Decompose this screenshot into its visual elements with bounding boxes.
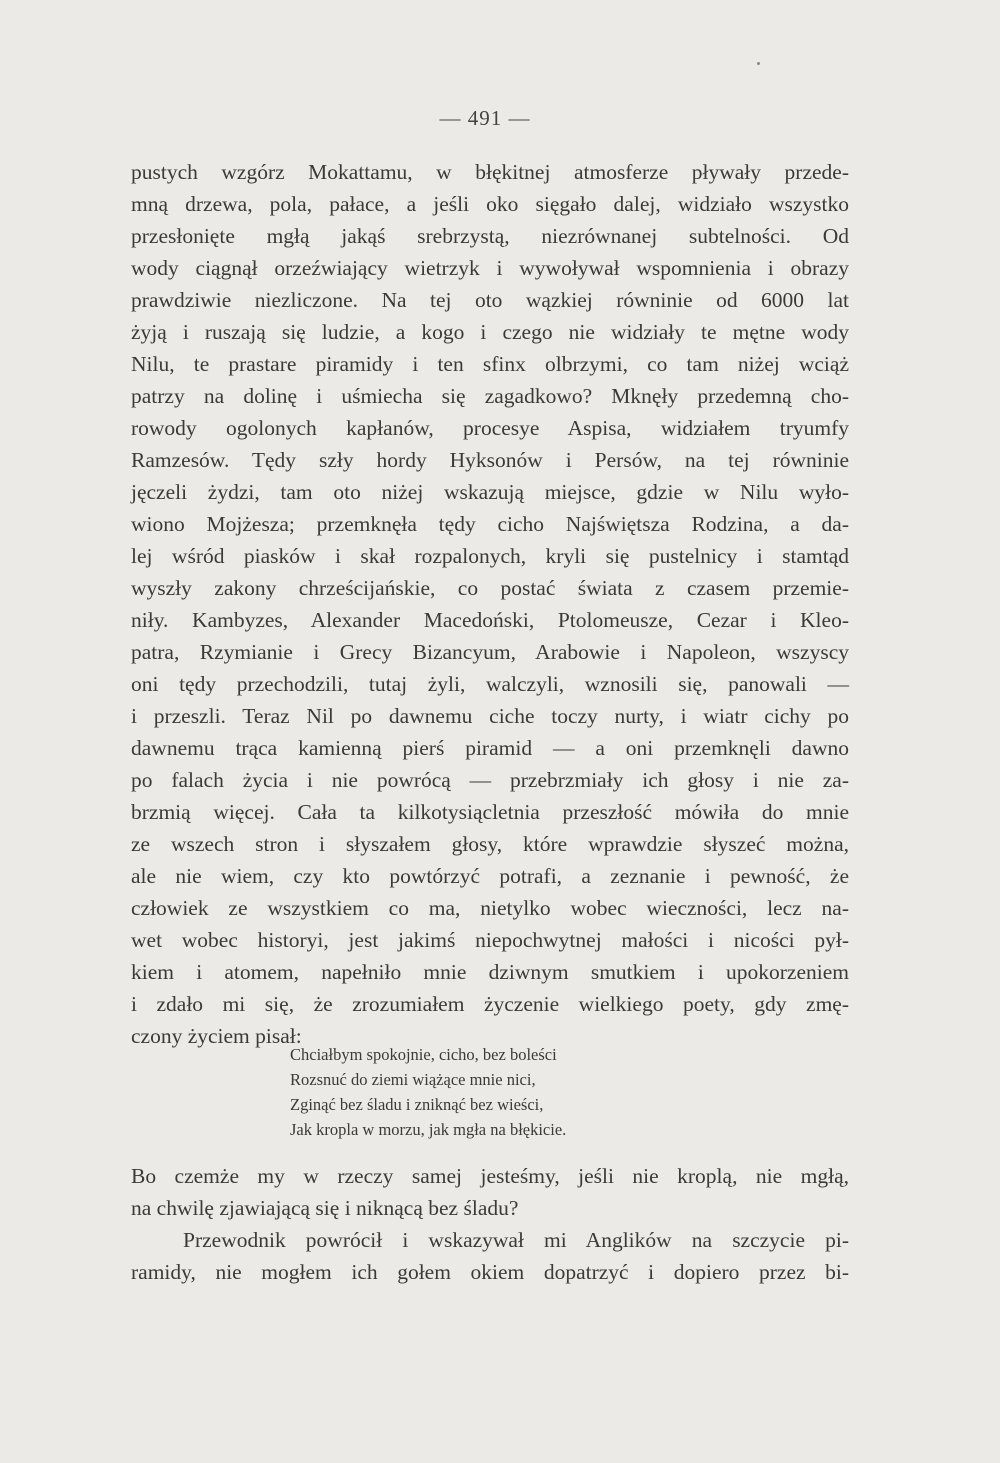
text-line: i przeszli. Teraz Nil po dawnemu ciche toczy nurty, i wiatr cichy po [131, 704, 849, 728]
text-line: jęczeli żydzi, tam oto niżej wskazują miejsce, gdzie w Nilu wyło- [131, 480, 849, 504]
text-line: wiono Mojżesza; przemknęła tędy cicho Najświętsza Rodzina, a da- [131, 512, 849, 536]
paper-speck [757, 62, 760, 65]
text-line: pustych wzgórz Mokattamu, w błękitnej atmosferze pływały przede- [131, 160, 849, 184]
text-line: Bo czemże my w rzeczy samej jesteśmy, jeśli nie kroplą, nie mgłą, [131, 1164, 849, 1188]
verse-line: Rozsnuć do ziemi wiążące mnie nici, [290, 1070, 536, 1089]
text-line: dawnemu trąca kamienną pierś piramid — a oni przemknęli dawno [131, 736, 849, 760]
text-line: przesłonięte mgłą jakąś srebrzystą, niezrównanej subtelności. Od [131, 224, 849, 248]
verse-line: Chciałbym spokojnie, cicho, bez boleści [290, 1045, 557, 1064]
text-line: niły. Kambyzes, Alexander Macedoński, Ptolomeusze, Cezar i Kleo- [131, 608, 849, 632]
text-line: i zdało mi się, że zrozumiałem życzenie wielkiego poety, gdy zmę- [131, 992, 849, 1016]
verse-line: Jak kropla w morzu, jak mgła na błękicie. [290, 1120, 567, 1139]
text-line: ramidy, nie mogłem ich gołem okiem dopatrzyć i dopiero przez bi- [131, 1260, 849, 1284]
text-line: Nilu, te prastare piramidy i ten sfinx olbrzymi, co tam niżej wciąż [131, 352, 849, 376]
text-line: mną drzewa, pola, pałace, a jeśli oko sięgało dalej, widziało wszystko [131, 192, 849, 216]
text-line: żyją i ruszają się ludzie, a kogo i czego nie widziały te mętne wody [131, 320, 849, 344]
text-line: wody ciągnął orzeźwiający wietrzyk i wywoływał wspomnienia i obrazy [131, 256, 849, 280]
verse-quote [290, 1042, 566, 1142]
closing-paragraphs [131, 1160, 849, 1288]
text-line: człowiek ze wszystkiem co ma, nietylko wobec wieczności, lecz na- [131, 896, 849, 920]
text-line: oni tędy przechodzili, tutaj żyli, walczyli, wznosili się, panowali — [131, 672, 849, 696]
text-line: prawdziwie niezliczone. Na tej oto wązkiej równinie od 6000 lat [131, 288, 849, 312]
text-line: czony życiem pisał: [131, 1024, 302, 1048]
main-paragraph [131, 156, 849, 1052]
text-line: ze wszech stron i słyszałem głosy, które wprawdzie słyszeć można, [131, 832, 849, 856]
text-line: Ramzesów. Tędy szły hordy Hyksonów i Persów, na tej równinie [131, 448, 849, 472]
text-line: wet wobec historyi, jest jakimś niepochwytnej małości i nicości pył- [131, 928, 849, 952]
text-line: patra, Rzymianie i Grecy Bizancyum, Arabowie i Napoleon, wszyscy [131, 640, 849, 664]
text-line: na chwilę zjawiającą się i niknącą bez śladu? [131, 1196, 519, 1220]
page-number: — 491 — [439, 106, 531, 130]
text-line: rowody ogolonych kapłanów, procesye Aspisa, widziałem tryumfy [131, 416, 849, 440]
text-line: wyszły zakony chrześcijańskie, co postać świata z czasem przemie- [131, 576, 849, 600]
text-line: Przewodnik powrócił i wskazywał mi Anglików na szczycie pi- [183, 1228, 849, 1252]
verse-line: Zginąć bez śladu i zniknąć bez wieści, [290, 1095, 544, 1114]
text-line: kiem i atomem, napełniło mnie dziwnym smutkiem i upokorzeniem [131, 960, 849, 984]
text-line: po falach życia i nie powrócą — przebrzmiały ich głosy i nie za- [131, 768, 849, 792]
text-line: brzmią więcej. Cała ta kilkotysiącletnia przeszłość mówiła do mnie [131, 800, 849, 824]
text-line: lej wśród piasków i skał rozpalonych, kryli się pustelnicy i stamtąd [131, 544, 849, 568]
text-line: patrzy na dolinę i uśmiecha się zagadkowo? Mknęły przedemną cho- [131, 384, 849, 408]
text-line: ale nie wiem, czy kto powtórzyć potrafi, a zeznanie i pewność, że [131, 864, 849, 888]
